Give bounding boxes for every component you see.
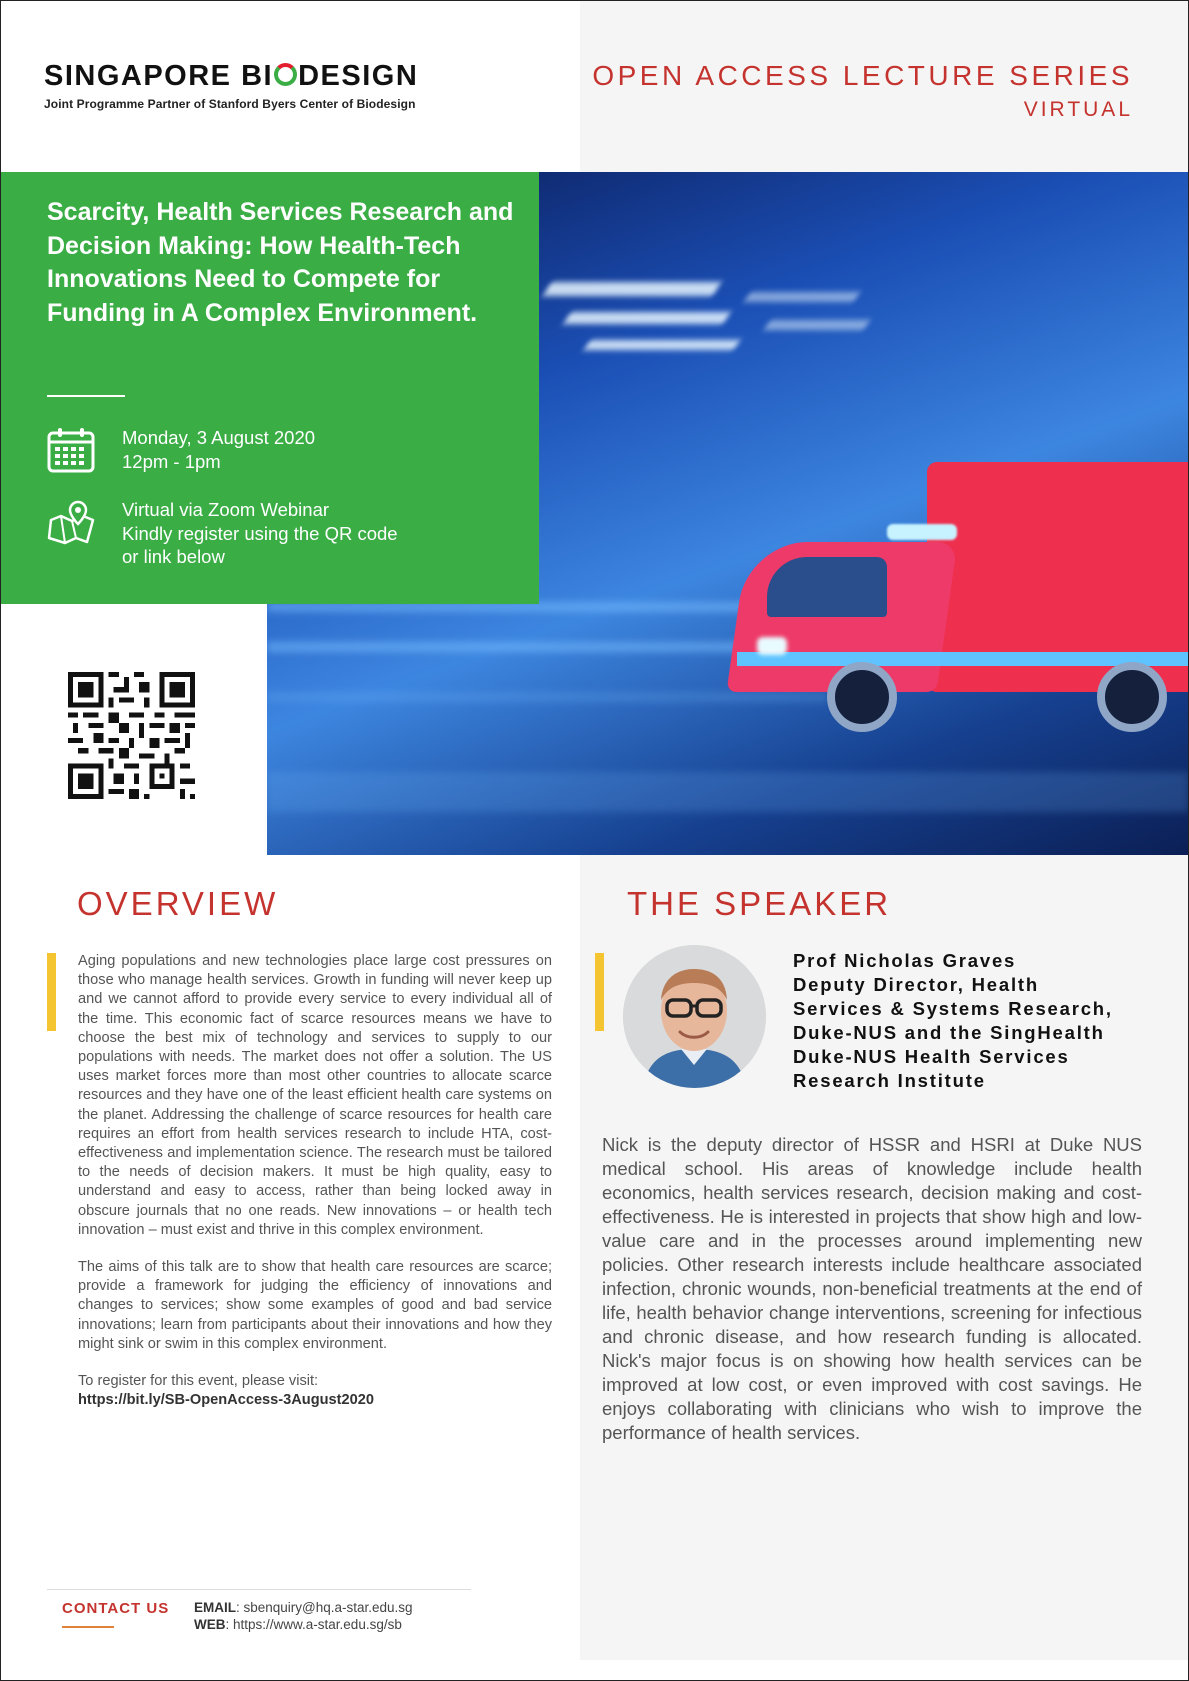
contact-web-row: WEB: https://www.a-star.edu.sg/sb (194, 1617, 402, 1632)
logo (44, 60, 418, 111)
contact-label: CONTACT US (62, 1600, 170, 1617)
overview-paragraph-1: Aging populations and new technologies place large cost pressures on those who manage health services. Growth in funding will never keep up and we cannot afford to provide every service to every individual all of the time. This economic fact of scarce resources means we have to choose the best mix of technology and services to supply to our populations with needs. The market does not offer a solution. The US uses market forces more than most other countries to allocate scarce resources and they have one of the least efficient health care systems on the planet. Addressing the challenge of scarce resources for health care requires an effort from health services research to include HTA, cost-effectiveness and implementation science. The research must be tailored to the needs of decision makers. It must be high quality, easy to understand and easy to access, rather than being locked away in obscure journals that no one reads. New innovations – or health tech innovation – must exist and thrive in this complex environment. (78, 953, 552, 1238)
speaker-portrait-icon (623, 945, 766, 1088)
speaker-bio: Nick is the deputy director of HSSR and HSRI at Duke NUS medical school. His areas of knowledge include health economics, health services research, decision making and cost-effectiveness. He is interested in projects that show high and low-value care and in the processes around implementing new policies. Other research interests include healthcare associated infection, chronic wounds, non-beneficial treatments at the end of life, health behavior change interventions, screening for infectious and chronic disease, and how research funding is allocated. Nick's major focus is on showing how health services can be improved at low cost, or even improved with cost savings. He enjoys collaborating with clinicians who wish to improve the performance of health services. (602, 1134, 1142, 1443)
contact-underline (62, 1626, 114, 1628)
speaker-name: Prof Nicholas Graves (793, 950, 1017, 971)
event-title: Scarcity, Health Services Research and Decision Making: How Health-Tech Innovations Need to Compete for Funding in A Complex Environment. (47, 198, 514, 327)
overview-accent-bar (47, 953, 56, 1031)
logo-wordmark: SINGAPORE BI DESIGN (44, 60, 419, 92)
contact-details (194, 1599, 413, 1633)
title-divider (47, 395, 125, 397)
contact-email[interactable]: sbenquiry@hq.a-star.edu.sg (243, 1600, 413, 1615)
speaker-avatar (623, 945, 766, 1088)
speaker-role-line: Services & Systems Research, (793, 998, 1113, 1019)
speaker-role-line: Duke-NUS and the SingHealth (793, 1022, 1105, 1043)
event-datetime (122, 426, 315, 473)
speaker-role-line: Duke-NUS Health Services (793, 1046, 1070, 1067)
calendar-icon (47, 426, 97, 474)
register-block (78, 1372, 552, 1410)
speaker-name-block (793, 949, 1113, 1093)
overview-body (78, 952, 552, 1428)
series-header (592, 60, 1133, 122)
ambulance-illustration (737, 422, 1189, 722)
overview-heading: OVERVIEW (77, 885, 279, 922)
speaker-role-line: Research Institute (793, 1070, 986, 1091)
contact-divider (47, 1589, 471, 1590)
speaker-role-line: Deputy Director, Health (793, 974, 1039, 995)
register-link[interactable]: https://bit.ly/SB-OpenAccess-3August2020 (78, 1392, 374, 1409)
venue-line-2: Kindly register using the QR code (122, 522, 398, 544)
map-pin-icon (47, 498, 97, 546)
series-title: OPEN ACCESS LECTURE SERIES (592, 60, 1133, 91)
register-text: To register for this event, please visit: (78, 1373, 319, 1390)
event-info-panel (0, 172, 539, 604)
event-time: 12pm - 1pm (122, 450, 221, 472)
logo-tagline: Joint Programme Partner of Stanford Byers Center of Biodesign (44, 97, 416, 111)
contact-email-row: EMAIL: sbenquiry@hq.a-star.edu.sg (194, 1600, 413, 1615)
event-venue (122, 498, 398, 569)
series-subtitle: VIRTUAL (1023, 98, 1133, 121)
contact-web[interactable]: https://www.a-star.edu.sg/sb (233, 1617, 402, 1632)
qr-code[interactable] (68, 672, 195, 799)
event-venue-row (47, 498, 398, 569)
venue-line-3: or link below (122, 546, 225, 567)
speaker-accent-bar (595, 953, 604, 1031)
event-date: Monday, 3 August 2020 (122, 427, 316, 448)
speaker-heading: THE SPEAKER (627, 885, 892, 922)
venue-line-1: Virtual via Zoom Webinar (122, 499, 330, 520)
logo-ring-icon (274, 63, 297, 86)
event-date-row (47, 426, 315, 474)
overview-paragraph-2: The aims of this talk are to show that health care resources are scarce; provide a framework for judging the efficiency of innovations and changes to services; show some examples of good and bad service innovations; learn from participants about their innovations and how they might sink or swim in this complex environment. (78, 1259, 552, 1352)
